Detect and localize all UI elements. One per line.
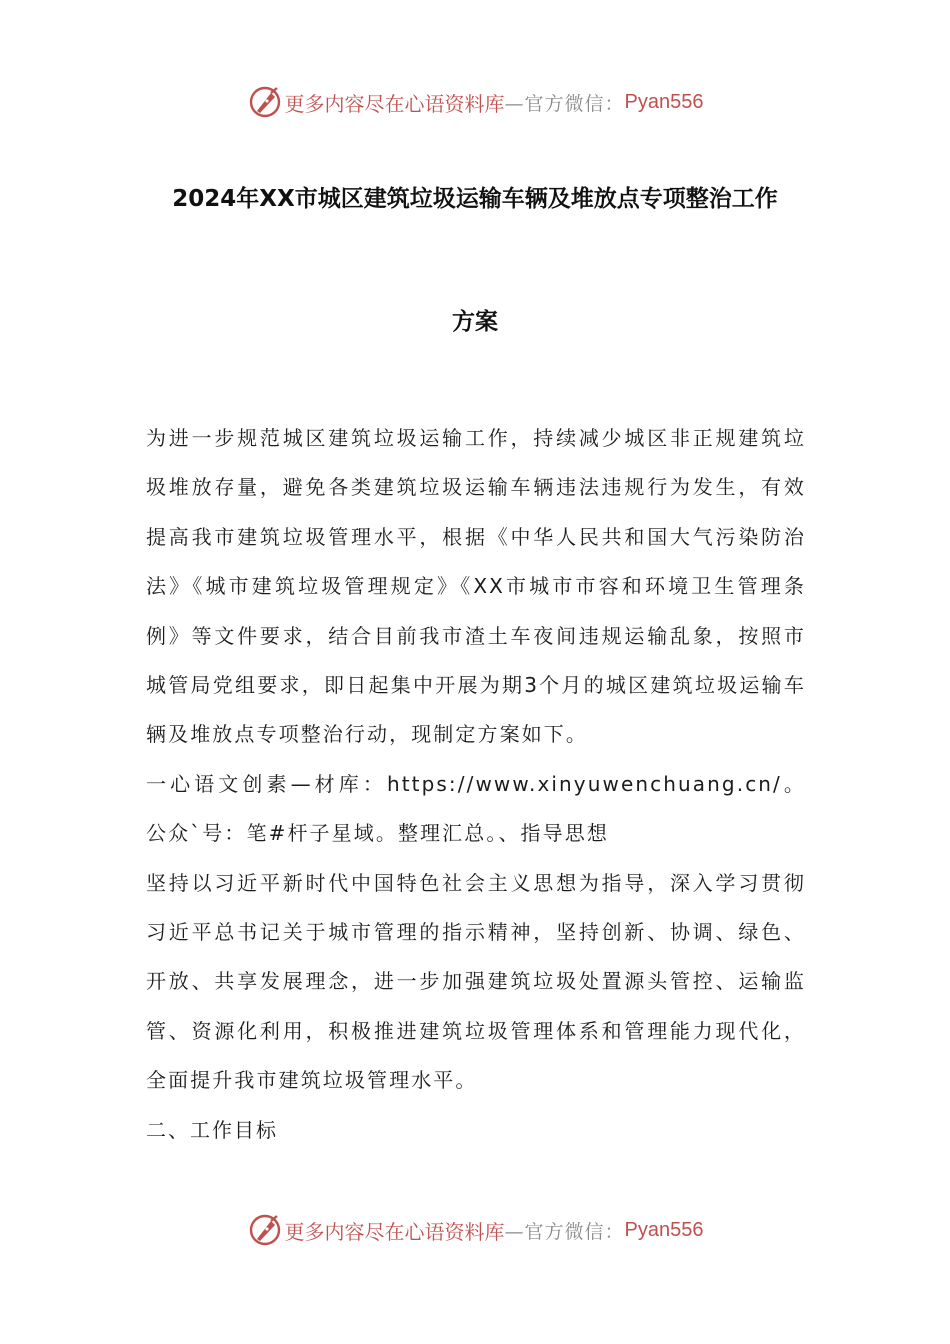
pen-nib-circle-icon — [247, 84, 283, 120]
footer-watermark-banner — [0, 1208, 950, 1252]
banner-contact-label: —官方微信： — [504, 1220, 625, 1243]
body-paragraph-intro: 为进一步规范城区建筑垃圾运输工作，持续减少城区非正规建筑垃圾堆放存量，避免各类建筑垃圾运输车辆违法违规行为发生，有效提高我市建筑垃圾管理水平，根据《中华人民共和国大气污染防治法》《城市建筑垃圾管理规定》《XX市城市市容和环境卫生管理条例》等文件要求，结合目前我市渣土车夜间违规运输乱象，按照市城管局党组要求，即日起集中开展为期3个月的城区建筑垃圾运输车辆及堆放点专项整治行动，现制定方案如下。 — [146, 426, 806, 747]
body-paragraph-guiding-thought: 坚持以习近平新时代中国特色社会主义思想为指导，深入学习贯彻习近平总书记关于城市管理的指示精神，坚持创新、协调、绿色、开放、共享发展理念，进一步加强建筑垃圾处置源头管控、运输监管、资源化利用，积极推进建筑垃圾管理体系和管理能力现代化，全面提升我市建筑垃圾管理水平。 — [146, 870, 806, 1093]
pen-nib-circle-icon — [247, 1212, 283, 1248]
banner-text: 更多内容尽在心语资料库 — [284, 91, 505, 116]
banner-contact-label: —官方微信： — [504, 92, 625, 115]
section-heading-work-goals: 二、工作目标 — [146, 1117, 278, 1142]
banner-wechat-id: Pyan556 — [624, 1218, 704, 1241]
banner-wechat-id: Pyan556 — [624, 90, 704, 113]
document-title-line-2: 方案 — [452, 309, 498, 335]
body-paragraph-watermark-note: 一心语文创素—材库：https://www.xinyuwenchuang.cn/。公众`号：笔#杆子星域。整理汇总。、指导思想 — [146, 771, 806, 846]
document-body — [146, 414, 806, 1155]
header-watermark-banner — [0, 80, 950, 124]
banner-text: 更多内容尽在心语资料库 — [284, 1219, 505, 1244]
document-title-line-1: 2024年XX市城区建筑垃圾运输车辆及堆放点专项整治工作 — [172, 186, 778, 212]
